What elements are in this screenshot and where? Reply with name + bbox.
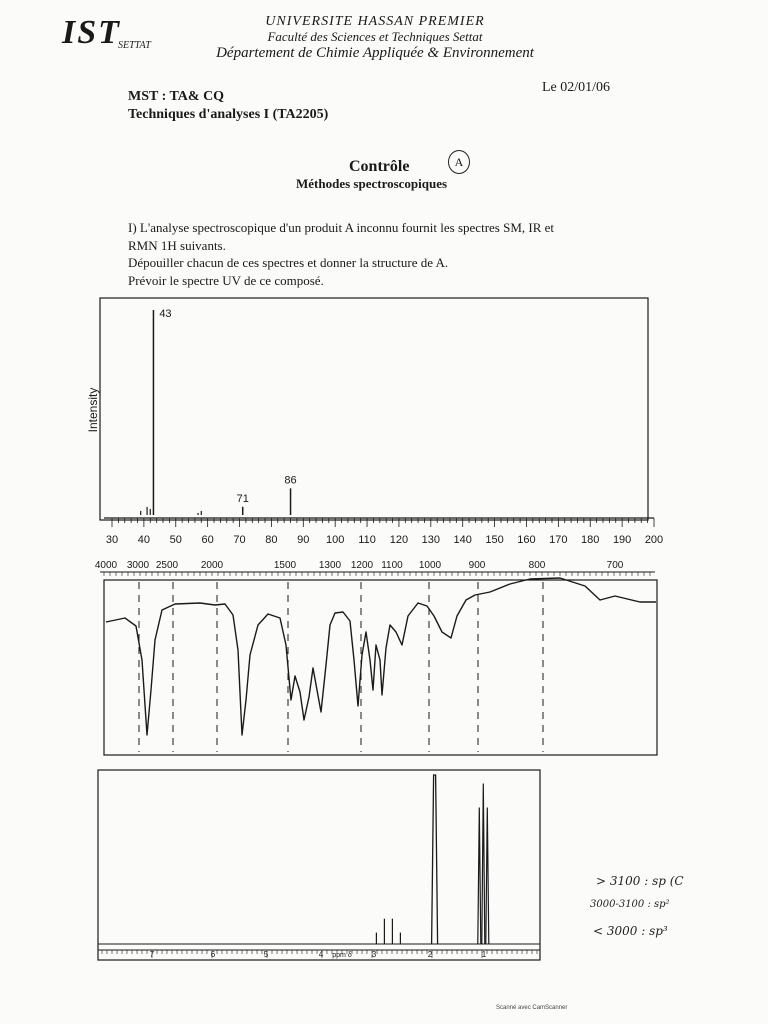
nmr-tick-label: 1: [481, 950, 487, 959]
ms-peak-label: 86: [284, 474, 297, 487]
nmr-triplet-peak: [478, 808, 481, 944]
ir-spectrum-curve: [106, 578, 656, 735]
question-line-4: Prévoir le spectre UV de ce composé.: [128, 272, 324, 288]
ir-tick-label: 2000: [200, 560, 224, 571]
scanner-footer: Scanné avec CamScanner: [496, 1005, 568, 1011]
ir-tick-label: 800: [528, 560, 546, 571]
ms-frame: [100, 298, 648, 520]
ms-tick-label: 50: [169, 534, 182, 546]
ms-tick-label: 140: [453, 534, 472, 546]
ir-tick-label: 1300: [318, 560, 342, 571]
question-line-2: RMN 1H suivants.: [128, 237, 226, 253]
question-line-3: Dépouiller chacun de ces spectres et donner la structure de A.: [128, 255, 449, 271]
ms-tick-label: 200: [644, 534, 664, 546]
ms-tick-label: 190: [612, 534, 632, 546]
faculty-name: Faculté des Sciences et Techniques Settat: [267, 29, 483, 45]
university-name: UNIVERSITE HASSAN PREMIER: [265, 14, 485, 29]
exam-date: Le 02/01/06: [542, 80, 611, 95]
nmr-tick-label: 6: [210, 950, 216, 959]
ms-tick-label: 80: [265, 534, 278, 546]
institution-logo-sub: SETTAT: [118, 40, 151, 51]
ir-tick-label: 1500: [273, 560, 297, 571]
nmr-axis-unit: ppm δ: [332, 952, 352, 959]
ir-tick-label: 1100: [381, 560, 403, 571]
nmr-triplet-peak: [486, 808, 489, 944]
nmr-singlet-peak: [432, 775, 438, 944]
nmr-tick-label: 4: [318, 950, 324, 959]
nmr-tick-label: 7: [149, 950, 155, 959]
handwritten-note-1: > 3100 : sp (C: [596, 874, 684, 888]
institution-logo: IST: [62, 14, 121, 51]
program-label: MST : TA& CQ: [128, 89, 225, 104]
ms-peak-label: 43: [159, 308, 172, 320]
module-label: Techniques d'analyses I (TA2205): [128, 107, 329, 123]
ir-tick-label: 4000: [94, 560, 118, 571]
ir-tick-label: 2500: [155, 560, 179, 571]
ms-tick-label: 100: [325, 534, 345, 546]
ms-tick-label: 130: [421, 534, 441, 546]
ms-tick-label: 40: [137, 534, 151, 546]
ms-tick-label: 120: [389, 534, 409, 546]
ir-tick-label: 3000: [126, 560, 150, 571]
ms-tick-label: 150: [485, 534, 504, 546]
question-line-1: I) L'analyse spectroscopique d'un produit A inconnu fournit les spectres SM, IR et: [128, 220, 555, 235]
ms-tick-label: 70: [233, 534, 246, 546]
handwritten-note-2: 3000-3100 : sp²: [590, 899, 670, 910]
ir-tick-label: 1000: [418, 560, 442, 571]
nmr-tick-label: 3: [371, 950, 377, 959]
exam-version-badge: A: [448, 150, 470, 174]
nmr-triplet-peak: [482, 783, 485, 944]
department-name: Département de Chimie Appliquée & Environnement: [216, 45, 534, 62]
ms-tick-label: 60: [201, 534, 214, 546]
ms-y-axis-label: Intensity: [86, 387, 100, 433]
ir-tick-label: 900: [468, 560, 486, 571]
nmr-tick-label: 2: [427, 950, 433, 959]
nmr-tick-label: 5: [263, 950, 269, 959]
ms-tick-label: 160: [517, 534, 536, 546]
ms-tick-label: 170: [549, 534, 568, 546]
ir-tick-label: 1200: [350, 560, 374, 571]
ms-tick-label: 110: [358, 534, 376, 546]
ir-tick-label: 700: [606, 560, 624, 571]
nmr-frame: [98, 770, 540, 960]
exam-subtitle: Méthodes spectroscopiques: [296, 176, 448, 191]
ms-tick-label: 30: [105, 534, 119, 546]
ms-tick-label: 180: [581, 534, 600, 546]
ms-peak-label: 71: [236, 492, 249, 505]
exam-title: Contrôle: [349, 158, 410, 175]
ms-tick-label: 90: [297, 534, 310, 546]
handwritten-note-3: < 3000 : sp³: [593, 924, 668, 938]
